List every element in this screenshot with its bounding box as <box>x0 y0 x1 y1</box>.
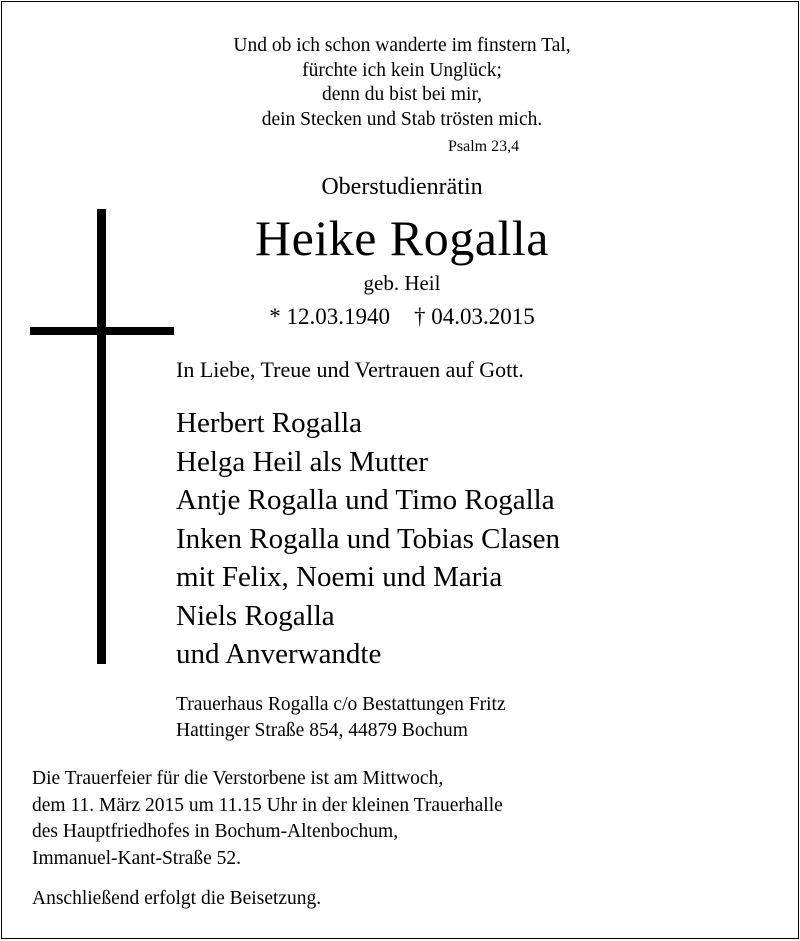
verse-line: denn du bist bei mir, <box>321 84 483 105</box>
funeral-service-info <box>32 766 503 872</box>
mourner-name: Inken Rogalla und Tobias Clasen <box>176 522 561 555</box>
address-line: Hattinger Straße 854, 44879 Bochum <box>176 720 468 741</box>
obituary-notice <box>1 1 799 939</box>
mourner-name: Helga Heil als Mutter <box>176 445 429 478</box>
mourning-address <box>176 692 506 744</box>
service-line: Die Trauerfeier für die Verstorbene ist am Mittwoch, <box>32 768 444 789</box>
motto: In Liebe, Treue und Vertrauen auf Gott. <box>176 357 524 382</box>
service-line: des Hauptfriedhofes in Bochum-Altenbochum, <box>32 821 399 842</box>
psalm-reference: Psalm 23,4 <box>448 138 520 155</box>
verse-line: fürchte ich kein Unglück; <box>302 59 502 81</box>
cross-icon-bar <box>30 327 174 335</box>
psalm-verse <box>2 34 799 132</box>
mourners-list <box>176 404 560 674</box>
burial-info: Anschließend erfolgt die Beisetzung. <box>32 888 322 909</box>
mourner-name: und Anverwandte <box>176 638 382 670</box>
service-line: Immanuel-Kant-Straße 52. <box>32 847 242 869</box>
birth-date: * 12.03.1940 <box>269 304 390 329</box>
mourner-name: Niels Rogalla <box>176 599 335 632</box>
maiden-name: geb. Heil <box>363 271 441 295</box>
service-line: dem 11. März 2015 um 11.15 Uhr in der kleinen Trauerhalle <box>32 794 503 816</box>
address-line: Trauerhaus Rogalla c/o Bestattungen Fritz <box>176 694 506 715</box>
verse-line: Und ob ich schon wanderte im finstern Tal, <box>233 35 571 56</box>
cross-icon <box>97 209 106 664</box>
mourner-name: Antje Rogalla und Timo Rogalla <box>176 484 555 516</box>
mourner-name: mit Felix, Noemi und Maria <box>176 561 503 593</box>
deceased-name: Heike Rogalla <box>255 210 549 266</box>
death-date: † 04.03.2015 <box>414 304 535 329</box>
mourner-name: Herbert Rogalla <box>176 407 363 439</box>
verse-line: dein Stecken und Stab trösten mich. <box>261 108 543 130</box>
deceased-title: Oberstudienrätin <box>321 174 483 200</box>
